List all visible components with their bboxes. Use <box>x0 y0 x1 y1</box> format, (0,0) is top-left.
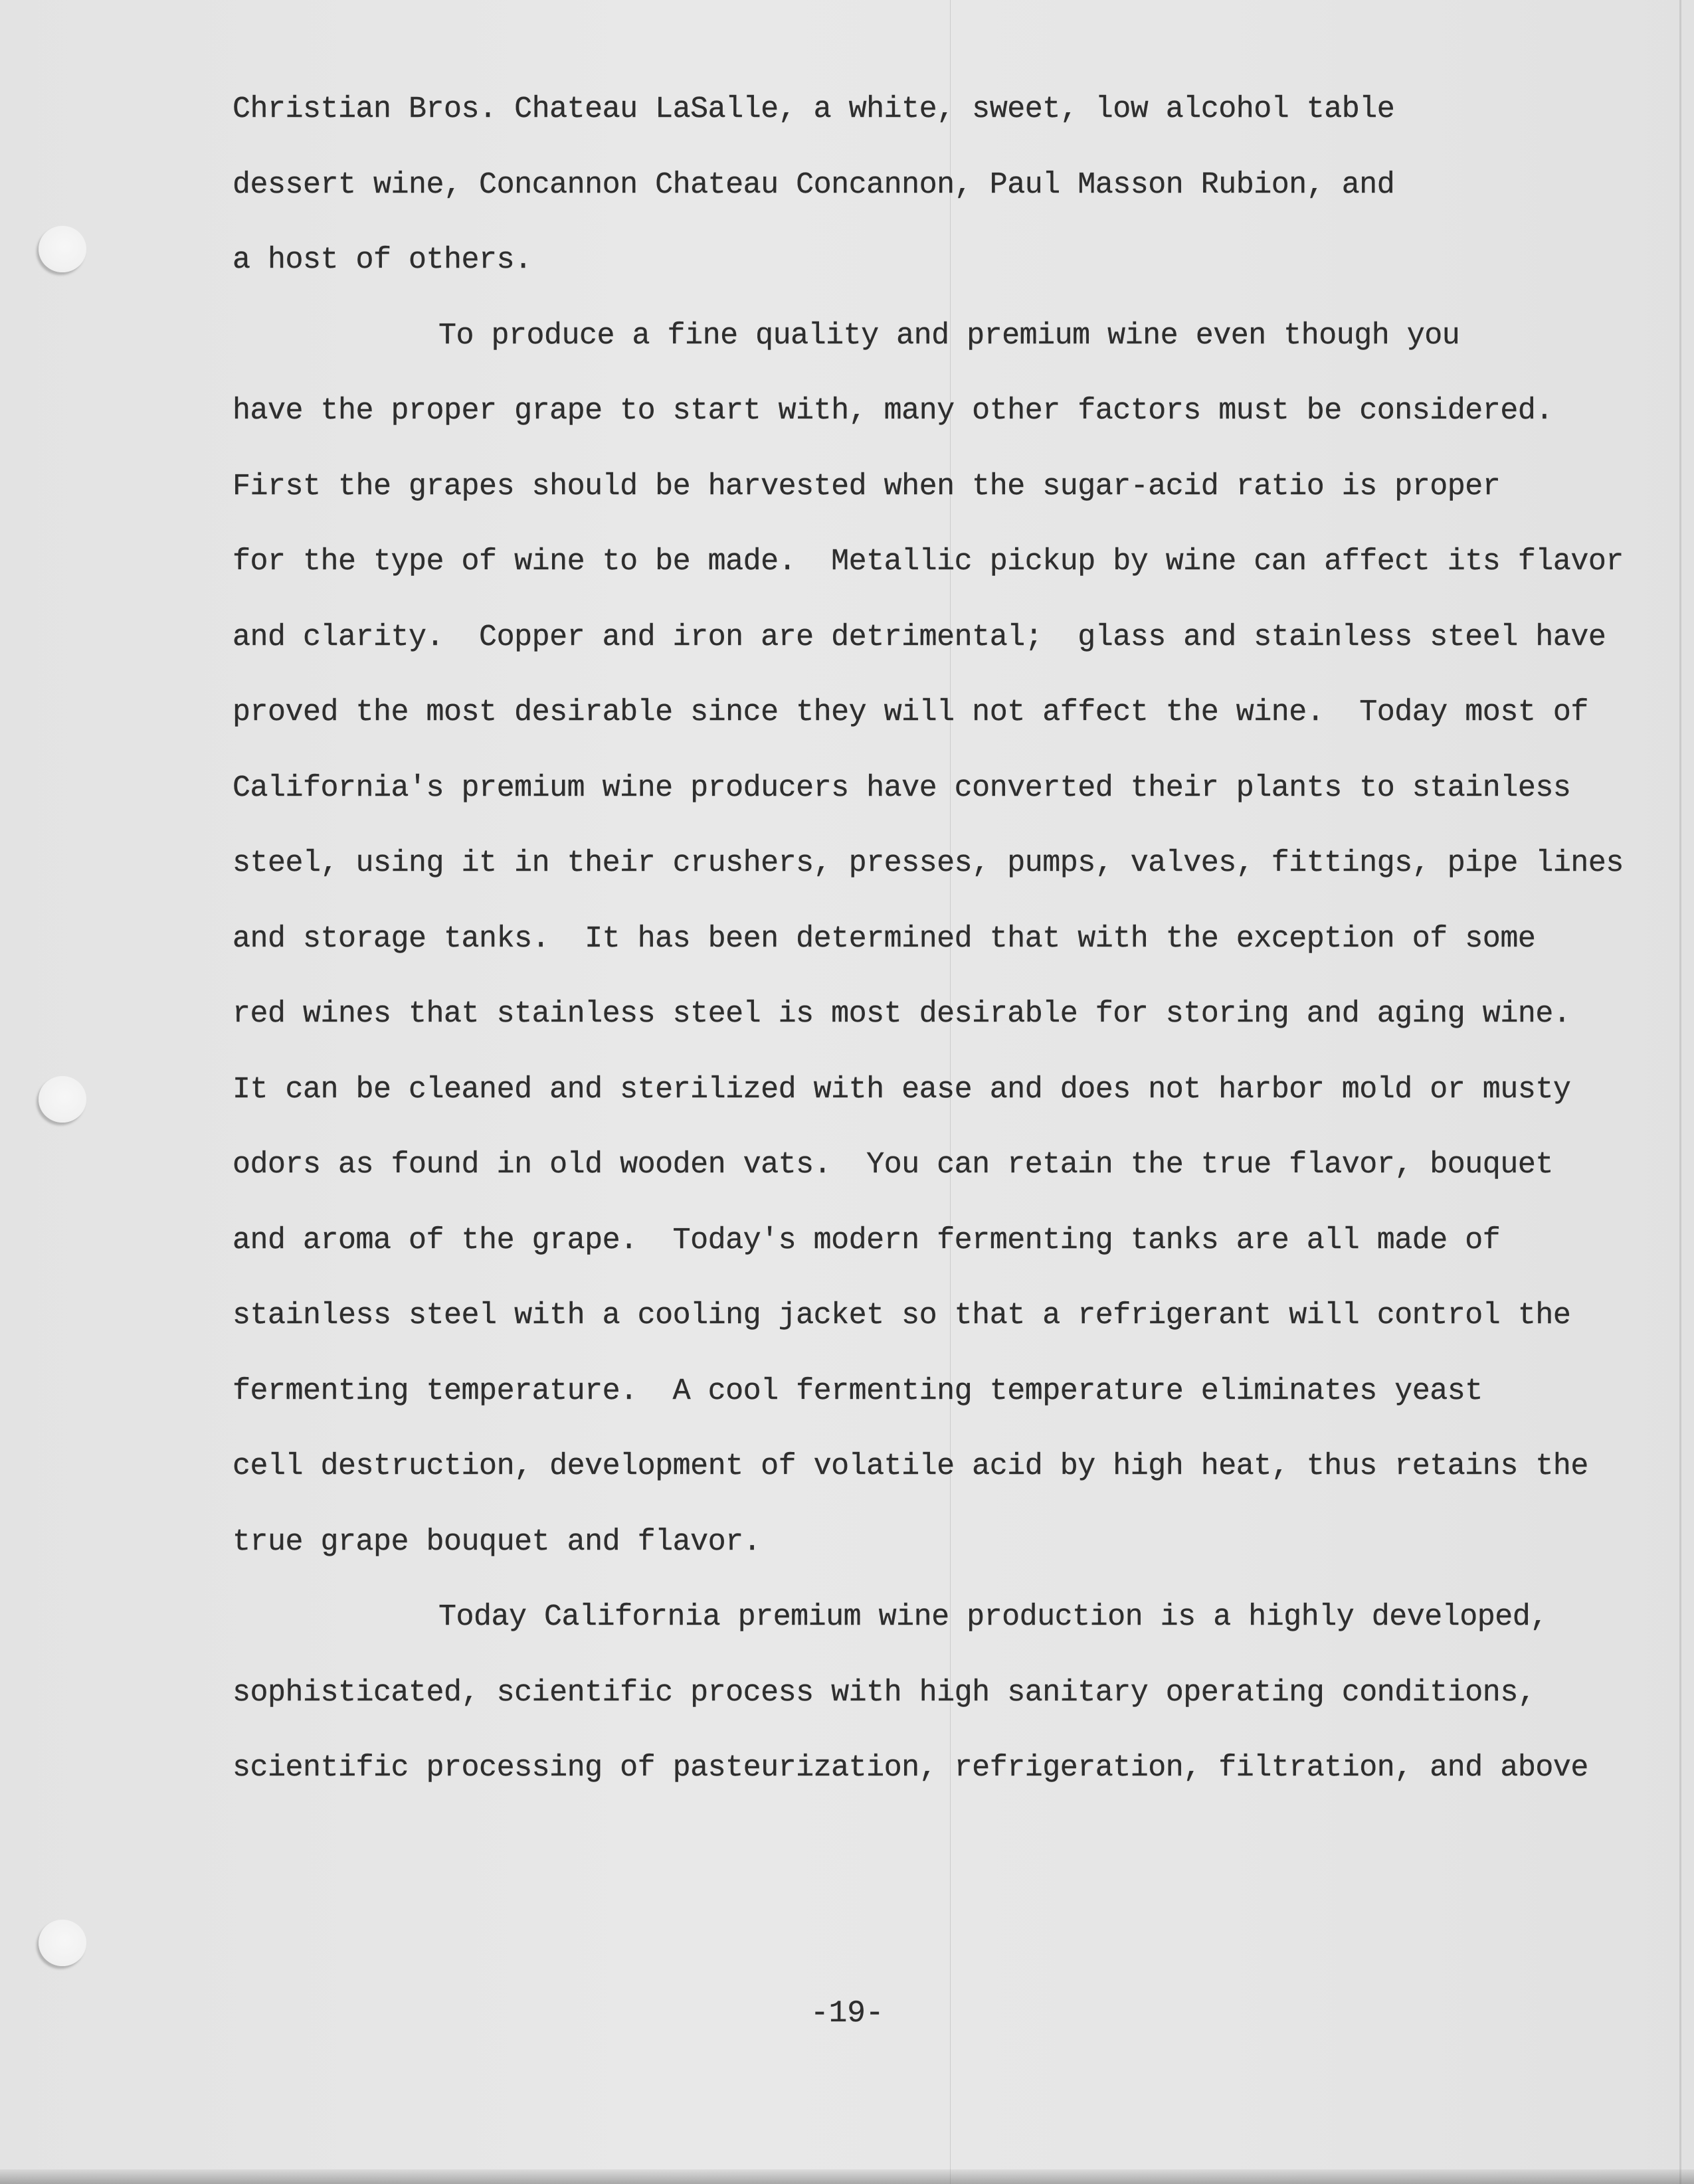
text-line: California's premium wine producers have converted their plants to stainless <box>233 771 1571 805</box>
text-line: stainless steel with a cooling jacket so that a refrigerant will control the <box>233 1299 1571 1332</box>
punch-hole-icon <box>39 1920 86 1966</box>
text-line: a host of others. <box>233 243 532 277</box>
text-line: true grape bouquet and flavor. <box>233 1524 761 1559</box>
text-line: for the type of wine to be made. Metallic pickup by wine can affect its flavor <box>233 545 1624 579</box>
body-text <box>233 86 1628 1821</box>
text-line: dessert wine, Concannon Chateau Concannon, Paul Masson Rubion, and <box>233 167 1395 202</box>
text-line: red wines that stainless steel is most desirable for storing and aging wine. <box>233 997 1571 1031</box>
page-number: -19- <box>810 1996 884 2031</box>
punch-hole-icon <box>39 226 86 272</box>
text-line: and aroma of the grape. Today's modern fermenting tanks are all made of <box>233 1223 1501 1257</box>
text-line: Christian Bros. Chateau LaSalle, a white, sweet, low alcohol table <box>233 92 1395 126</box>
text-line: It can be cleaned and sterilized with ease and does not harbor mold or musty <box>233 1072 1571 1107</box>
text-line: fermenting temperature. A cool fermenting temperature eliminates yeast <box>233 1374 1483 1408</box>
scan-bottom-edge <box>0 2169 1694 2184</box>
text-line: have the proper grape to start with, many other factors must be considered. <box>233 394 1553 428</box>
text-line: To produce a fine quality and premium wine even though you <box>438 318 1460 353</box>
text-line: Today California premium wine production is a highly developed, <box>438 1600 1548 1634</box>
text-line: steel, using it in their crushers, presses, pumps, valves, fittings, pipe lines <box>233 846 1624 880</box>
page-edge <box>1679 0 1681 2184</box>
text-line: scientific processing of pasteurization, refrigeration, filtration, and above <box>233 1751 1588 1785</box>
text-line: sophisticated, scientific process with high sanitary operating conditions, <box>233 1675 1536 1710</box>
text-line: odors as found in old wooden vats. You can retain the true flavor, bouquet <box>233 1148 1553 1182</box>
text-line: cell destruction, development of volatile acid by high heat, thus retains the <box>233 1449 1588 1483</box>
text-line: proved the most desirable since they will not affect the wine. Today most of <box>233 695 1588 729</box>
text-line: First the grapes should be harvested when the sugar-acid ratio is proper <box>233 469 1501 503</box>
text-line: and storage tanks. It has been determined that with the exception of some <box>233 921 1536 956</box>
text-line: and clarity. Copper and iron are detrimental; glass and stainless steel have <box>233 620 1606 654</box>
punch-hole-icon <box>39 1076 86 1123</box>
